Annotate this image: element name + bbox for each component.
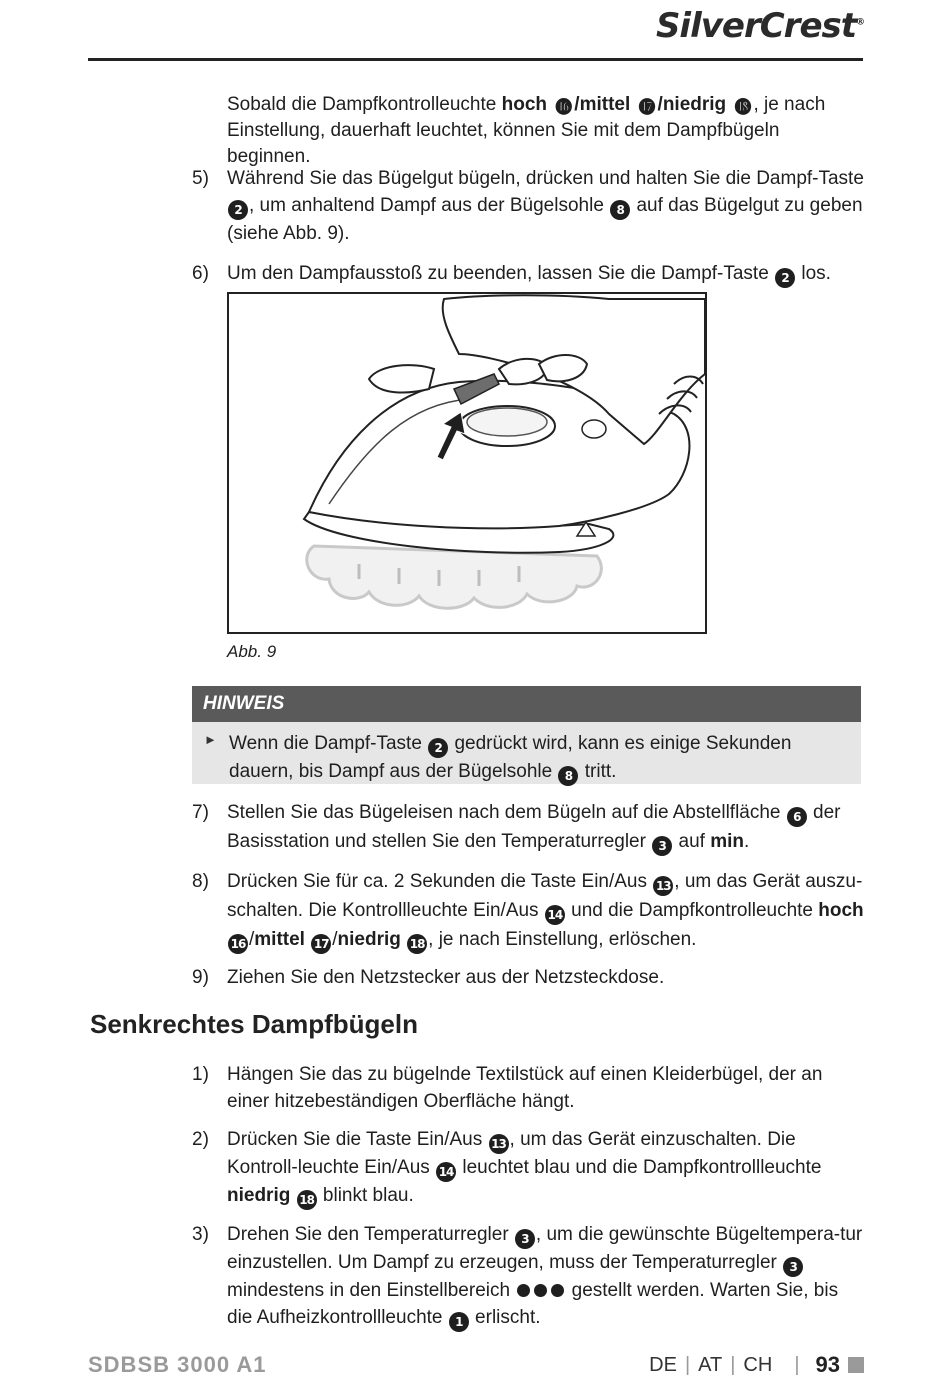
- ref-3: 3: [515, 1229, 535, 1249]
- ref-3: 3: [652, 836, 672, 856]
- step-text: Drehen Sie den Temperaturregler 3 , um die gewünschte Bügeltempera-tur einzustellen. Um Dampf zu erzeugen, muss der Temperaturregler 3 mindestens in den Einstellbereich gestellt werden. Warten Sie, bis die Aufheizkontrollleuchte 1 erlischt.: [227, 1221, 867, 1332]
- ref-8: 8: [558, 766, 578, 786]
- registered-mark: ®: [856, 17, 864, 28]
- dot-icon: [517, 1284, 530, 1297]
- ref-17: 17: [311, 934, 331, 954]
- ref-2: 2: [228, 200, 248, 220]
- step-number: 9): [192, 967, 209, 988]
- ref-13: 13: [653, 876, 673, 896]
- step-number: 3): [192, 1224, 209, 1245]
- ref-18: 18: [407, 934, 427, 954]
- dot-icon: [551, 1284, 564, 1297]
- step-text: Ziehen Sie den Netzstecker aus der Netzsteckdose.: [227, 967, 665, 988]
- label-mittel: mittel: [579, 94, 631, 115]
- note-title: HINWEIS: [192, 686, 861, 722]
- step-text: Stellen Sie das Bügeleisen nach dem Bügeln auf die Abstellfläche 6 der Basisstation und stellen Sie den Temperaturregler 3 auf min.: [227, 798, 867, 856]
- step-text: Hängen Sie das zu bügelnde Textilstück auf einen Kleiderbügel, der an einer hitzebeständigen Oberfläche hängt.: [227, 1064, 823, 1112]
- ref-14: 14: [436, 1162, 456, 1182]
- ref-17: ⓱: [638, 98, 655, 118]
- step-number: 6): [192, 263, 209, 284]
- figure-caption: Abb. 9: [227, 642, 277, 661]
- separator: |: [684, 1353, 691, 1376]
- section-heading: Senkrechtes Dampfbügeln: [90, 1009, 418, 1039]
- slash: /: [574, 94, 580, 115]
- step-text: Während Sie das Bügelgut bügeln, drücken und halten Sie die Dampf-Taste 2 , um anhaltend Dampf aus der Bügelsohle 8 auf das Bügelgut zu geben (siehe Abb. 9).: [227, 168, 864, 244]
- note-box: [192, 686, 861, 784]
- ref-13: 13: [489, 1134, 509, 1154]
- note-text: Wenn die Dampf-Taste 2 gedrückt wird, kann es einige Sekunden dauern, bis Dampf aus der Bügelsohle 8 tritt.: [229, 730, 854, 786]
- brand-name: SilverCrest: [655, 6, 856, 46]
- ref-16: 16: [228, 934, 248, 954]
- step-number: 5): [192, 168, 209, 189]
- lang-at: AT: [698, 1353, 723, 1376]
- separator: |: [794, 1353, 800, 1376]
- intro-text-1: Sobald die Dampfkontrolleuchte: [227, 94, 502, 115]
- lang-ch: CH: [743, 1353, 773, 1376]
- label-niedrig: niedrig: [662, 94, 727, 115]
- figure-iron-illustration: [227, 292, 707, 634]
- step-number: 7): [192, 802, 209, 823]
- ref-6: 6: [787, 807, 807, 827]
- ref-18: ⓲: [734, 98, 751, 118]
- separator: |: [730, 1353, 736, 1376]
- intro-text-2: , je nach Einstellung, dauerhaft leuchtet, können Sie mit dem Dampfbügeln beginnen.: [227, 94, 826, 167]
- lang-de: DE: [649, 1353, 677, 1376]
- ref-2: 2: [775, 268, 795, 288]
- footer-pagination: [649, 1352, 864, 1378]
- ref-1: 1: [449, 1312, 469, 1332]
- ref-2: 2: [428, 738, 448, 758]
- header-rule: [88, 58, 863, 61]
- step-number: 8): [192, 871, 209, 892]
- ref-16: ⓰: [555, 98, 572, 118]
- step-number: 2): [192, 1129, 209, 1150]
- step-number: 1): [192, 1064, 209, 1085]
- ref-18: 18: [297, 1190, 317, 1210]
- step-text: Um den Dampfausstoß zu beenden, lassen Sie die Dampf-Taste 2 los.: [227, 260, 867, 288]
- step-text: Drücken Sie die Taste Ein/Aus 13 , um das Gerät einzuschalten. Die Kontroll-leuchte Ein/Aus 14 leuchtet blau und die Dampfkontrollleuchte niedrig 18 blinkt blau.: [227, 1126, 867, 1210]
- dot-icon: [534, 1284, 547, 1297]
- brand-logo: [656, 6, 864, 46]
- bullet-arrow-icon: ►: [204, 732, 217, 747]
- intro-paragraph: [227, 92, 867, 170]
- steam-iron-drawing: [229, 294, 705, 632]
- model-number: SDBSB 3000 A1: [88, 1352, 267, 1377]
- ref-8: 8: [610, 200, 630, 220]
- step-text: Drücken Sie für ca. 2 Sekunden die Taste Ein/Aus 13 , um das Gerät auszu-schalten. Die Kontrollleuchte Ein/Aus 14 und die Dampfkontrolleuchte hoch 16 /mittel 17 /niedrig 18 , je nach Einstellung, erlöschen.: [227, 867, 867, 954]
- square-marker-icon: [848, 1357, 864, 1373]
- label-hoch: hoch: [501, 94, 547, 115]
- ref-3: 3: [783, 1257, 803, 1277]
- page-number: 93: [815, 1352, 840, 1377]
- slash: /: [657, 94, 663, 115]
- ref-14: 14: [545, 905, 565, 925]
